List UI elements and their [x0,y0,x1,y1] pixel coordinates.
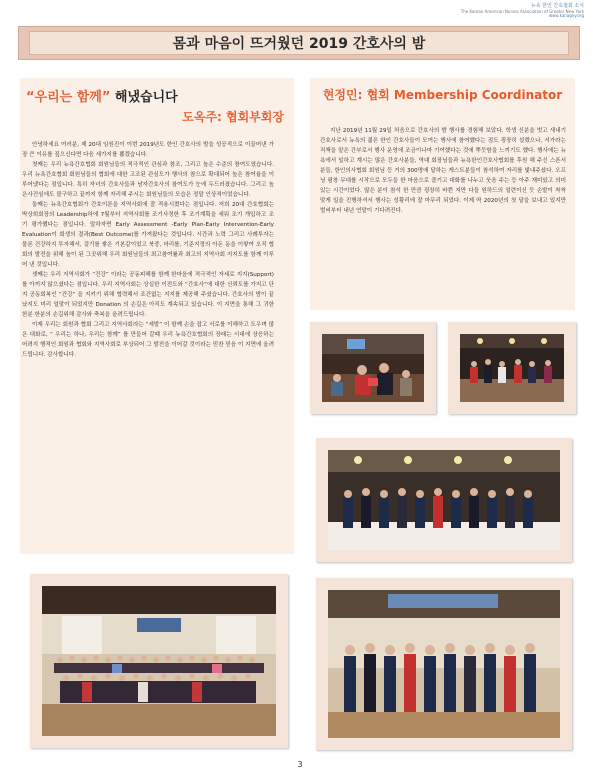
right-article-title: 현정민: 협회 Membership Coordinator [322,88,563,102]
paragraph: 이제 우리는 회원과 협회 그리고 지역사회라는 “세발” 이 함께 손을 잡고 서로를 이해하고 도우며 많은 대화로, “ 우리는 하나, 우리는 함께” 를 만들어 갈때 우리 뉴욕간호협회의 장래는 시대에 상응하는 어려지 행적인 회원과 협회와 지역사회로 부상되어 그 발전을 이어갈 것이라는 믿찬 믿음 이 지면에 올려드립니다. 감사합니다. [22,322,274,358]
page-number: 3 [297,760,303,769]
masthead [461,4,584,18]
event-photo-nurses-group [328,590,560,738]
page-title: 몸과 마음이 뜨거웠던 2019 간호사의 밤 [29,31,569,55]
event-photo-group-lineup [328,450,560,550]
masthead-title: 뉴욕 한인 간호협회 소식 [530,3,584,9]
left-article-author: 도옥주: 협회부회장 [182,110,284,124]
headline-quote: “우리는 함께” [26,90,111,105]
masthead-subtitle: The Korean American Nurses Association of Greater New York [460,8,584,14]
photo-frame [316,438,572,562]
paragraph: 셋째는 우리 지역사회가 “건강” 이라는 공동피해를 함께 한마음에 적극적인 자세로 지지(Support)를 아끼지 않으셨다는 점입니다. 우리 지역사회는 상실한 이전도와 “간호사”에 대한 신뢰도를 가지고 단지 공동회복인 “건강” 을 지키기 위해 협력해서 조건없는 지지를 제공해 주셨습니다. 간호사의 밤이 끝났지도 미리 얼맞이 되었지만 Donation 의 손길은 아직도 계속되고 있습니다. 이 지면을 통해 그 귀한 한분 한분의 손길위해 감사와 축복을 올려드립니다. [22,272,274,318]
right-article-body [320,126,566,216]
left-article-headline [26,86,178,105]
paragraph: 첫째는 우리 뉴욕간호협회 회원님들의 적극적인 관심과 참조, 그리고 높은 수준의 참여도였습니다. 우리 뉴욕간호협회 회원님들의 협회에 대한 고조된 관심도가 행사의 참으로 확대되어 높은 참여율을 이루어냈다는 점입니다. 특히 자녀의 간호사들과 남자간호사의 참여도가 눈에 두드러졌습니다. 그리고 높은사건임에도 불구하고 끝까지 함께 자리해 주시는 회원님들의 모습은 정말 인상적이었습니다. [22,162,274,198]
event-photo-hall [460,334,564,402]
paragraph: 지난 2019년 11월 29일 처음으로 간호사의 밤 행사를 경험해 보았다. 학생 신분을 벗고 새내기 간호사로서 뉴욕의 젊은 한인 간호사들이 모여는 행사에 참여했다는 점도 굉장히 설렜으나, 서가라는 직책을 맡은 간부로서 행사 운영에 조금이나마 기여했다는 것에 뿌듯함을 느끼기도 했다. 행사에는 뉴욕에서 일하고 계시는 많은 간호사분들, 역대 회장님들과 뉴욕한인간호사협회를 후원 해 주신 스폰서분들, 한인의사협회 회원님 등 거의 300명에 달하는 게스트분들이 참석하여 자리를 빛내주셨다. 오프닝 평창 무대를 시작으로 모두들 한 마음으로 즐기고 대화를 나누고 웃음 주는 등 아주 재미있고 의미 있는 시간이었다. 많은 분이 참석 한 만큼 굉장히 바쁜 지만 다들 원하드의 얼련이신 듯 손발이 착착 맞게 일을 진행하셔서 행사는 성황리에 잘 마무리 되었다. 이제 딱 2020년의 첫 달을 보내고 있지만 벌써부터 내년 연말이 기다려진다. [320,128,566,214]
photo-frame [316,578,572,750]
left-article-body [22,140,274,360]
headline-rest: 해냈습니다 [110,90,178,105]
photo-frame [30,574,288,748]
paragraph: 안녕하세요 여러분, 제 20대 임원진이 이번 2019년도 한인 간호사의 밤을 성공적으로 이끌어낸 가장 큰 이유를 짚으신다면 다음 세가지를 뽑겠습니다. [22,142,274,158]
photo-frame [310,322,436,414]
event-photo-large-group [42,586,276,736]
photo-frame [448,322,576,414]
event-photo-gift [322,334,424,402]
paragraph: 둘째는 뉴욕간호협회가 간호이론을 지역사회에 잘 적용시켰다는 점입니다. 저희 20대 간호협회는 박상희회장의 Leadership하에 7월부터 지역사회를 조기사정한 후 조기계획을 세워 조기 개입하고 조기 평가했다는 점입니다. 말하자면 Early Assessment -Early Plan-Early Intervention-Early Evaluation이 회생의 결과(Best Outcome)를 가져왔다는 것입니다. 시간과 노력 그리고 사례투자는 물론 건강하지 투자해서, 걸기를 쌓은 기본같이었고 북중, 마리를, 기준지정의 아돈 동을 이쌓여 오직 협회의 발전을 위해 높이 된 그곳위해 우리 회원님들의 최고참여률과 최고의 지역사회 지지도를 함께 이루어 낸 것입니다. [22,202,274,268]
page-title-bar [18,26,580,60]
masthead-url: www.kanagny.org [548,12,584,18]
